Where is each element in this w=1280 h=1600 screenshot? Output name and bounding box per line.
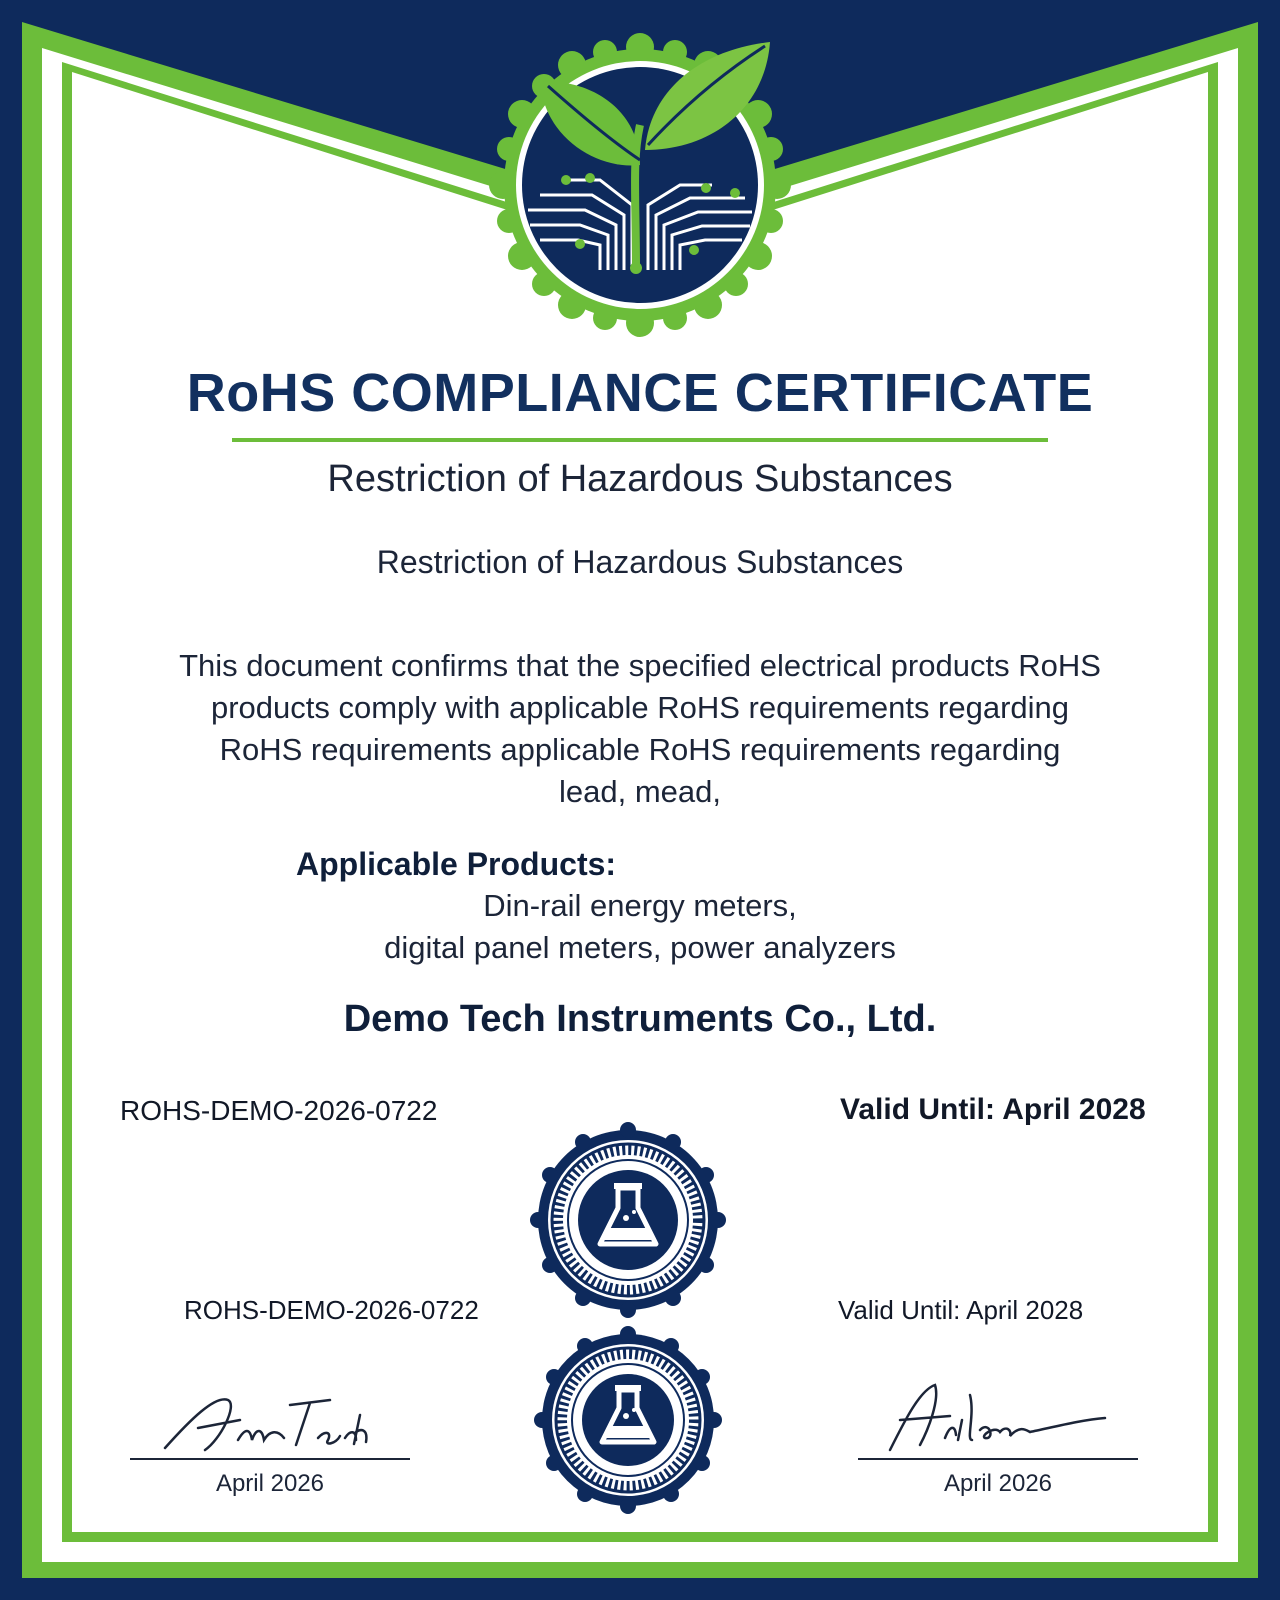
signature-line-left — [130, 1458, 410, 1460]
body-line-4: lead, mead, — [559, 774, 721, 809]
valid-until-top: Valid Until: April 2028 — [840, 1093, 1146, 1126]
body-line-2: products comply with applicable RoHS requirements regarding — [210, 690, 1070, 725]
body-line-1: This document confirms that the specified electrical products RoHS — [179, 648, 1101, 683]
body-line-3: RoHS requirements applicable RoHS requirements regarding — [219, 732, 1061, 767]
certificate-id-bottom: ROHS-DEMO-2026-0722 — [184, 1295, 479, 1325]
products-heading: Applicable Products: — [296, 846, 617, 882]
title-underline — [232, 438, 1048, 442]
valid-until-bottom: Valid Until: April 2028 — [838, 1295, 1084, 1325]
products-line-2: digital panel meters, power analyzers — [384, 930, 896, 965]
certificate-id-top: ROHS-DEMO-2026-0722 — [120, 1095, 438, 1126]
certificate-subtitle: Restriction of Hazardous Substances — [327, 458, 953, 500]
signature-line-right — [858, 1458, 1138, 1460]
certificate-subtitle-repeat: Restriction of Hazardous Substances — [376, 544, 904, 580]
company-name: Demo Tech Instruments Co., Ltd. — [343, 998, 937, 1040]
products-line-1: Din-rail energy meters, — [483, 888, 797, 923]
certificate-title: RoHS COMPLIANCE CERTIFICATE — [186, 363, 1094, 423]
signature-date-left: April 2026 — [215, 1470, 325, 1497]
signature-date-right: April 2026 — [943, 1470, 1053, 1497]
